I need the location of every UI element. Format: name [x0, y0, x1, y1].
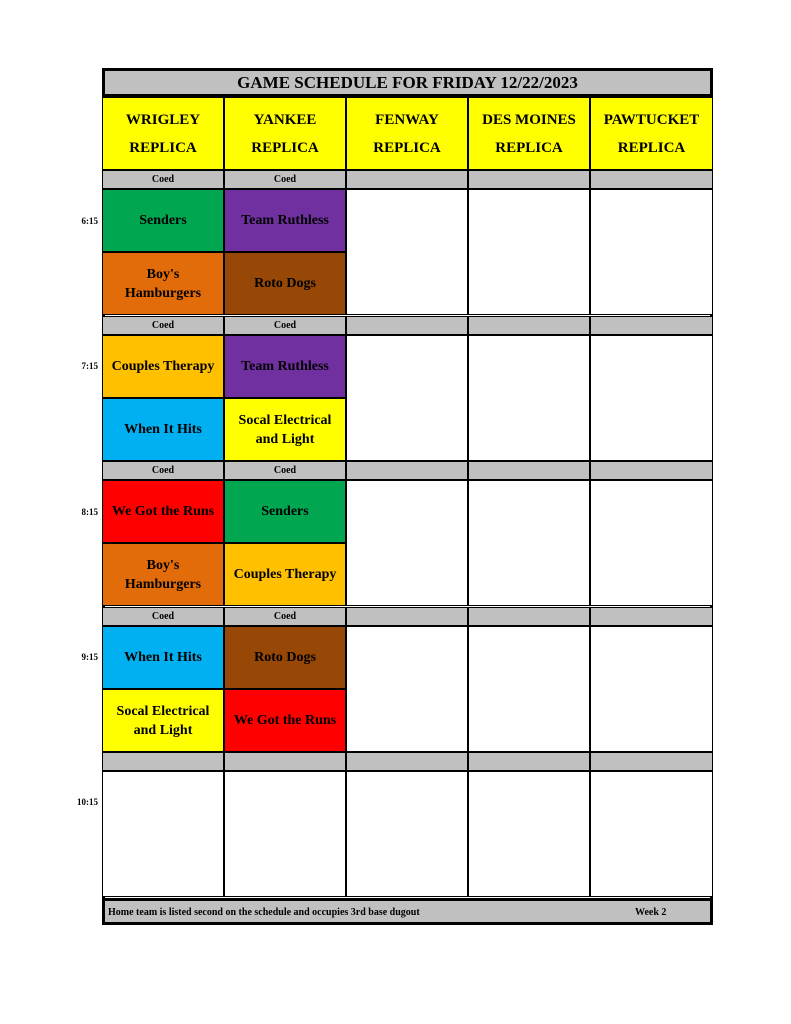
empty-slot	[590, 771, 713, 897]
home-team: When It Hits	[102, 398, 224, 461]
time-label: 10:15	[77, 797, 98, 807]
empty-slot	[468, 189, 590, 315]
home-team: Roto Dogs	[224, 252, 346, 315]
field-name: YANKEE	[253, 111, 317, 128]
field-header-5	[590, 97, 713, 170]
empty-slot	[590, 626, 713, 752]
field-subtitle: REPLICA	[373, 139, 441, 156]
field-subtitle: REPLICA	[251, 139, 319, 156]
away-team: When It Hits	[102, 626, 224, 689]
home-team: Socal Electrical and Light	[224, 398, 346, 461]
division-label	[468, 170, 590, 189]
empty-slot	[468, 626, 590, 752]
field-header-4	[468, 97, 590, 170]
home-team: Boy's Hamburgers	[102, 543, 224, 606]
division-label	[590, 752, 713, 771]
time-label: 7:15	[81, 361, 98, 371]
away-team: Couples Therapy	[102, 335, 224, 398]
field-subtitle: REPLICA	[129, 139, 197, 156]
field-header-3	[346, 97, 468, 170]
division-label: Coed	[102, 170, 224, 189]
division-label	[468, 316, 590, 335]
empty-slot	[346, 335, 468, 461]
schedule-title: GAME SCHEDULE FOR FRIDAY 12/22/2023	[102, 68, 713, 97]
away-team: We Got the Runs	[102, 480, 224, 543]
division-label	[590, 607, 713, 626]
empty-slot	[346, 480, 468, 606]
home-team: We Got the Runs	[224, 689, 346, 752]
away-team: Team Ruthless	[224, 189, 346, 252]
division-label	[346, 461, 468, 480]
time-label: 6:15	[81, 216, 98, 226]
empty-slot	[224, 771, 346, 897]
empty-slot	[590, 335, 713, 461]
time-label: 9:15	[81, 652, 98, 662]
division-label: Coed	[224, 170, 346, 189]
home-team: Couples Therapy	[224, 543, 346, 606]
division-label: Coed	[102, 316, 224, 335]
division-label	[102, 752, 224, 771]
time-label: 8:15	[81, 507, 98, 517]
division-label	[590, 316, 713, 335]
division-label: Coed	[224, 607, 346, 626]
home-team: Boy's Hamburgers	[102, 252, 224, 315]
empty-slot	[346, 771, 468, 897]
field-name: DES MOINES	[482, 111, 576, 128]
footer-bar	[102, 898, 713, 925]
field-subtitle: REPLICA	[617, 139, 686, 156]
division-label: Coed	[224, 461, 346, 480]
empty-slot	[590, 480, 713, 606]
division-label	[590, 170, 713, 189]
division-label	[468, 752, 590, 771]
field-name: PAWTUCKET	[603, 111, 700, 128]
division-label	[590, 461, 713, 480]
division-label: Coed	[224, 316, 346, 335]
division-label	[346, 316, 468, 335]
away-team: Roto Dogs	[224, 626, 346, 689]
empty-slot	[346, 626, 468, 752]
home-team: Socal Electrical and Light	[102, 689, 224, 752]
field-name: FENWAY	[375, 111, 439, 128]
division-label: Coed	[102, 607, 224, 626]
division-label	[346, 170, 468, 189]
empty-slot	[468, 480, 590, 606]
division-label	[468, 607, 590, 626]
empty-slot	[468, 335, 590, 461]
away-team: Senders	[224, 480, 346, 543]
division-label	[468, 461, 590, 480]
empty-slot	[590, 189, 713, 315]
empty-slot	[346, 189, 468, 315]
field-header-2	[224, 97, 346, 170]
empty-slot	[468, 771, 590, 897]
division-label	[346, 752, 468, 771]
empty-slot	[102, 771, 224, 897]
field-name: WRIGLEY	[125, 111, 201, 128]
week-label: Week 2	[635, 907, 667, 918]
division-label	[224, 752, 346, 771]
away-team: Team Ruthless	[224, 335, 346, 398]
division-label: Coed	[102, 461, 224, 480]
field-subtitle: REPLICA	[495, 139, 563, 156]
field-header-1	[102, 97, 224, 170]
footer-note: Home team is listed second on the schedule and occupies 3rd base dugout	[108, 907, 420, 918]
away-team: Senders	[102, 189, 224, 252]
division-label	[346, 607, 468, 626]
